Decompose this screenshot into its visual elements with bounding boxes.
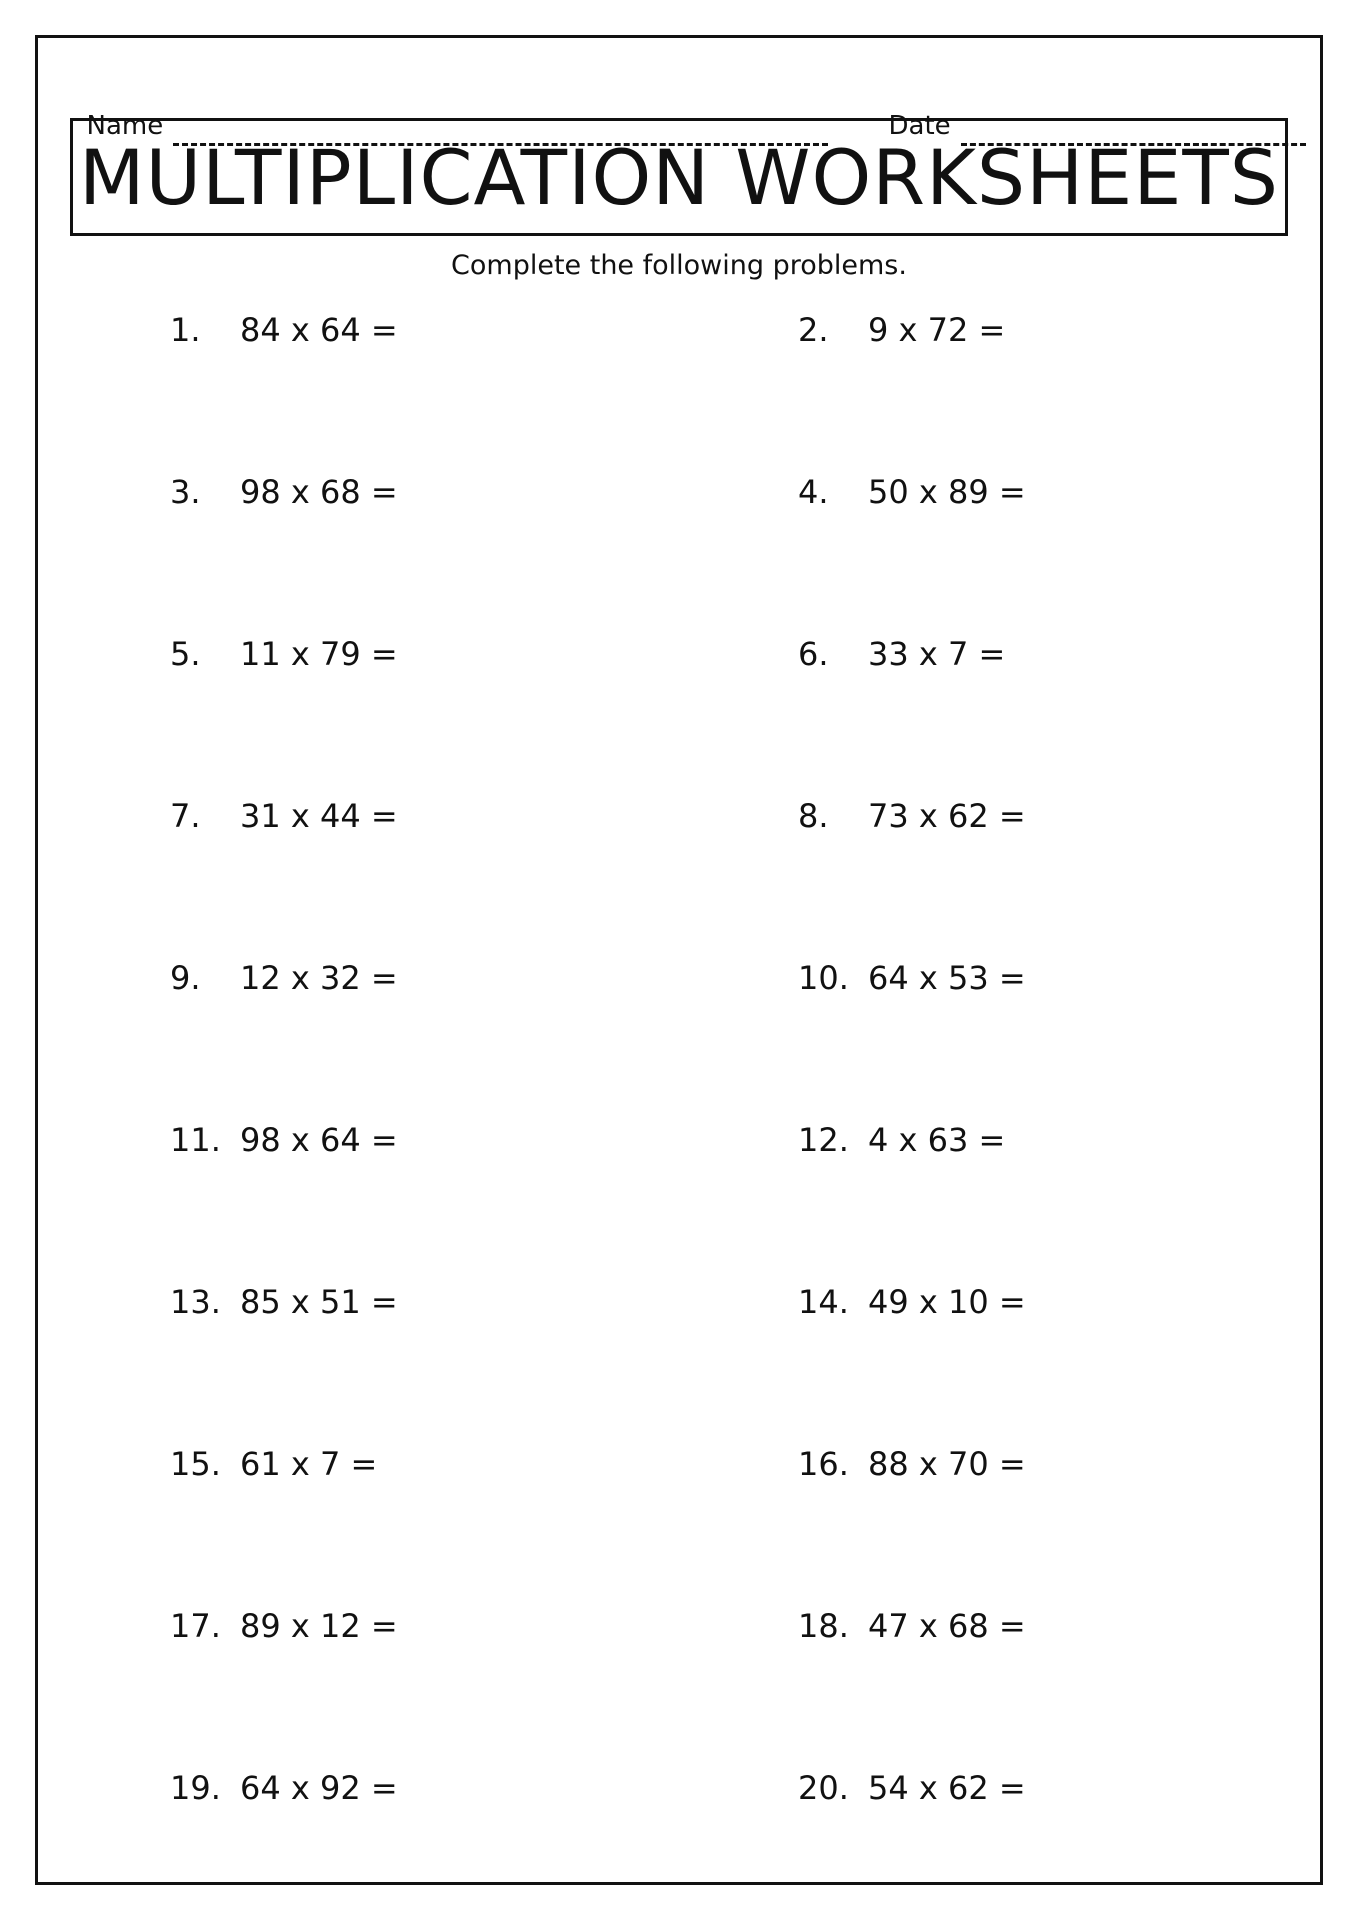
problem-expression: 9 x 72 =: [868, 311, 1006, 349]
problem-item: [170, 470, 798, 632]
problem-item: [170, 794, 798, 956]
problem-expression: 64 x 92 =: [240, 1769, 398, 1807]
problem-item: [170, 1442, 798, 1604]
problem-expression: 33 x 7 =: [868, 635, 1006, 673]
problem-number: 20.: [798, 1769, 849, 1807]
date-label: Date: [888, 111, 951, 141]
problem-item: [170, 1766, 798, 1928]
problem-number: 1.: [170, 311, 201, 349]
problem-number: 17.: [170, 1607, 221, 1645]
problem-expression: 12 x 32 =: [240, 959, 398, 997]
problem-item: [798, 308, 1270, 470]
problem-number: 14.: [798, 1283, 849, 1321]
problem-expression: 73 x 62 =: [868, 797, 1026, 835]
problem-number: 11.: [170, 1121, 221, 1159]
problem-item: [170, 956, 798, 1118]
problem-number: 5.: [170, 635, 201, 673]
problem-expression: 98 x 64 =: [240, 1121, 398, 1159]
problem-number: 16.: [798, 1445, 849, 1483]
problem-number: 6.: [798, 635, 829, 673]
problems-grid: [170, 308, 1270, 1928]
problem-item: [170, 632, 798, 794]
problem-item: [170, 1604, 798, 1766]
problem-expression: 85 x 51 =: [240, 1283, 398, 1321]
problem-number: 9.: [170, 959, 201, 997]
problem-number: 13.: [170, 1283, 221, 1321]
problem-item: [798, 1442, 1270, 1604]
problem-item: [798, 1118, 1270, 1280]
date-row: [872, 66, 1306, 141]
problem-expression: 47 x 68 =: [868, 1607, 1026, 1645]
problem-expression: 84 x 64 =: [240, 311, 398, 349]
problem-item: [170, 1280, 798, 1442]
name-row: [70, 66, 828, 141]
problem-item: [798, 470, 1270, 632]
instructions: Complete the following problems.: [451, 250, 907, 281]
problem-number: 19.: [170, 1769, 221, 1807]
problem-item: [798, 794, 1270, 956]
problem-item: [798, 1604, 1270, 1766]
problem-expression: 98 x 68 =: [240, 473, 398, 511]
page-title: MULTIPLICATION WORKSHEETS: [78, 132, 1280, 222]
problem-expression: 4 x 63 =: [868, 1121, 1006, 1159]
problem-number: 8.: [798, 797, 829, 835]
problem-number: 4.: [798, 473, 829, 511]
problem-expression: 54 x 62 =: [868, 1769, 1026, 1807]
problem-number: 18.: [798, 1607, 849, 1645]
problem-expression: 64 x 53 =: [868, 959, 1026, 997]
name-label: Name: [86, 111, 164, 141]
problem-item: [798, 1280, 1270, 1442]
problem-number: 7.: [170, 797, 201, 835]
problem-number: 12.: [798, 1121, 849, 1159]
problem-number: 3.: [170, 473, 201, 511]
problem-item: [170, 308, 798, 470]
problem-number: 2.: [798, 311, 829, 349]
problem-expression: 11 x 79 =: [240, 635, 398, 673]
problem-expression: 88 x 70 =: [868, 1445, 1026, 1483]
problem-item: [798, 632, 1270, 794]
problem-expression: 50 x 89 =: [868, 473, 1026, 511]
problem-expression: 49 x 10 =: [868, 1283, 1026, 1321]
problem-number: 15.: [170, 1445, 221, 1483]
problem-expression: 31 x 44 =: [240, 797, 398, 835]
problem-item: [170, 1118, 798, 1280]
problem-expression: 61 x 7 =: [240, 1445, 378, 1483]
problem-number: 10.: [798, 959, 849, 997]
title-box: [70, 118, 1288, 236]
problem-item: [798, 956, 1270, 1118]
problem-item: [798, 1766, 1270, 1928]
problem-expression: 89 x 12 =: [240, 1607, 398, 1645]
